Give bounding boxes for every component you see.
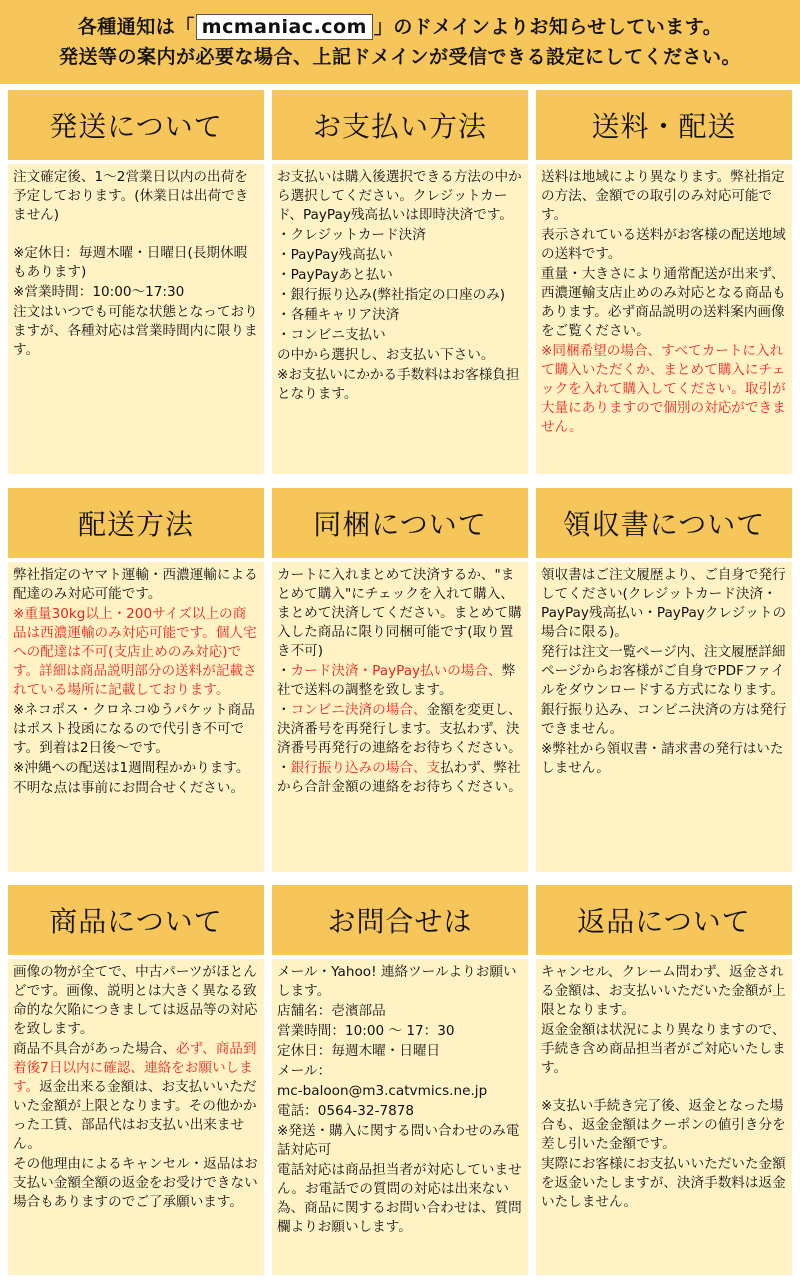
domain-box: mcmaniac.com <box>196 14 373 40</box>
paragraph <box>13 303 259 360</box>
section-postage <box>536 90 792 474</box>
text-run: ※弊社から領収書・請求書の発行はいたしません。 <box>541 741 784 776</box>
paragraph <box>277 266 523 285</box>
paragraph <box>277 366 523 404</box>
paragraph <box>541 701 787 739</box>
text-run: ・PayPay残高払い <box>277 247 393 263</box>
paragraph <box>13 244 259 282</box>
highlight-text: 必ず、商品到着後7日以内に確認、連絡をお願いします。 <box>13 1041 257 1095</box>
paragraph <box>13 963 259 1039</box>
section-payment <box>272 90 528 474</box>
paragraph <box>541 740 787 778</box>
paragraph <box>277 963 523 1001</box>
text-run: ※営業時間：10:00〜17:30 <box>13 284 185 300</box>
paragraph <box>277 1042 523 1061</box>
paragraph <box>277 326 523 345</box>
section-title: 領収書について <box>536 488 792 558</box>
section-contact <box>272 885 528 1275</box>
section-returns <box>536 885 792 1275</box>
paragraph-spacer <box>541 1078 787 1097</box>
text-run: カートに入れまとめて決済するか、"まとめて購入"にチェックを入れて購入、まとめて決済してください。まとめて購入した商品に限り同梱可能です(取り置き不可) <box>277 567 522 659</box>
text-run: ・ <box>277 760 291 776</box>
section-body <box>272 164 528 474</box>
text-run: 金額を変更し、決済番号を再発行します。支払わず、決済番号再発行の連絡をお待ちください。 <box>277 702 522 756</box>
paragraph <box>277 759 523 797</box>
info-grid <box>0 90 800 1285</box>
paragraph-spacer <box>13 225 259 244</box>
paragraph <box>541 963 787 1020</box>
section-title: お問合せは <box>272 885 528 955</box>
paragraph <box>277 306 523 325</box>
text-run: 返金金額は状況により異なりますので、手続き含め商品担当者がご対応いたします。 <box>541 1022 786 1076</box>
text-run: ※発送・購入に関する問い合わせのみ電話対応可 <box>277 1123 520 1158</box>
paragraph <box>541 566 787 642</box>
domain-notice-banner <box>0 0 800 84</box>
paragraph <box>541 643 787 700</box>
text-run: 定休日：毎週木曜・日曜日 <box>277 1043 441 1059</box>
text-run: 画像の物が全てで、中古パーツがほとんどです。画像、説明とは大きく異なる致命的な欠陥につきましては返品等の対応を致します。 <box>13 964 258 1037</box>
section-products <box>8 885 264 1275</box>
section-bundling <box>272 488 528 872</box>
text-run: 送料は地域により異なります。弊社指定の方法、金額での取引のみ対応可能です。 <box>541 169 785 223</box>
paragraph <box>13 566 259 604</box>
text-run: 営業時間：10:00 〜 17：30 <box>277 1023 455 1039</box>
text-run: メール・Yahoo! 連絡ツールよりお願いします。 <box>277 964 517 999</box>
highlight-text: カード決済・PayPay払いの場合、 <box>290 663 502 679</box>
paragraph <box>541 168 787 225</box>
section-title: 配送方法 <box>8 488 264 558</box>
paragraph <box>277 286 523 305</box>
section-receipt <box>536 488 792 872</box>
text-run: mc-baloon@m3.catvmics.ne.jp <box>277 1083 488 1099</box>
section-body <box>536 959 792 1275</box>
paragraph <box>277 346 523 365</box>
paragraph <box>13 283 259 302</box>
text-run: ・PayPayあと払い <box>277 267 393 283</box>
paragraph <box>13 168 259 225</box>
text-run: 不明な点は事前にお問合せください。 <box>13 780 245 796</box>
paragraph <box>277 1082 523 1101</box>
section-body <box>536 562 792 872</box>
text-run: ・コンビニ支払い <box>277 327 386 343</box>
section-body <box>272 959 528 1275</box>
highlight-text: ※同梱希望の場合、すべてカートに入れて購入いただくか、まとめて購入にチェックを入れて購入してください。取引が大量にありますので個別の対応ができません。 <box>541 343 786 435</box>
section-title: 発送について <box>8 90 264 160</box>
text-run: ※お支払いにかかる手数料はお客様負担となります。 <box>277 367 520 402</box>
section-title: 同梱について <box>272 488 528 558</box>
paragraph <box>541 265 787 341</box>
text-run: 実際にお客様にお支払いいただいた金額を返金いたしますが、決済手数料は返金いたしません。 <box>541 1156 786 1210</box>
section-title: 商品について <box>8 885 264 955</box>
paragraph <box>13 1155 259 1212</box>
section-shipping <box>8 90 264 474</box>
text-run: 弊社指定のヤマト運輸・西濃運輸による配達のみ対応可能です。 <box>13 567 258 602</box>
text-run: 重量・大きさにより通常配送が出来ず、西濃運輸支店止めのみ対応となる商品もあります。必ず商品説明の送料案内画像をご覧ください。 <box>541 266 786 339</box>
paragraph <box>541 1097 787 1154</box>
section-body <box>8 959 264 1275</box>
section-delivery-method <box>8 488 264 872</box>
text-run: 領収書はご注文履歴より、ご自身で発行してください(クレジットカード決済・PayPay残高払い・PayPayクレジットの場合に限る)。 <box>541 567 787 640</box>
text-run: ※ネコポス・クロネコゆうパケット商品はポスト投函になるので代引き不可です。到着は2日後〜です。 <box>13 702 255 756</box>
section-body <box>272 562 528 872</box>
text-run: 銀行振り込み、コンビニ決済の方は発行できません。 <box>541 702 787 737</box>
text-run: 発行は注文一覧ページ内、注文履歴詳細ページからお客様がご自身でPDFファイルをダウンロードする方式になります。 <box>541 644 786 698</box>
text-run: ※定休日：毎週木曜・日曜日(長期休暇もあります) <box>13 245 248 280</box>
banner-line-2: 発送等の案内が必要な場合、上記ドメインが受信できる設定にしてください。 <box>59 46 741 68</box>
text-run: その他理由によるキャンセル・返品はお支払い金額全額の返金をお受けできない場合もありますのでご了承願います。 <box>13 1156 258 1210</box>
paragraph <box>541 1021 787 1078</box>
paragraph <box>277 701 523 758</box>
text-run: 返金出来る金額は、お支払いいただいた金額が上限となります。その他かかった工賃、部品代はお支払い出来ません。 <box>13 1079 257 1152</box>
paragraph <box>277 1002 523 1021</box>
paragraph <box>277 168 523 225</box>
text-run: ※沖縄への配送は1週間程かかります。 <box>13 760 250 776</box>
text-run: 払わず、弊社から合計金額の連絡をお待ちください。 <box>277 760 522 795</box>
text-run: ・クレジットカード決済 <box>277 227 426 243</box>
text-run: 電話：0564-32-7878 <box>277 1103 415 1119</box>
banner-line-1: 各種通知は「 mcmaniac.com 」のドメインよりお知らせしています。 <box>77 16 723 38</box>
text-run: 表示されている送料がお客様の配送地域の送料です。 <box>541 227 786 262</box>
paragraph <box>277 1122 523 1160</box>
section-body <box>8 164 264 474</box>
text-run: メール： <box>277 1063 332 1079</box>
paragraph <box>541 342 787 437</box>
text-run: の中から選択し、お支払い下さい。 <box>277 347 495 363</box>
paragraph <box>277 226 523 245</box>
section-body <box>536 164 792 474</box>
paragraph <box>13 605 259 700</box>
text-run: 電話対応は商品担当者が対応していません。お電話での質問の対応は出来ない為、商品に関するお問い合わせは、質問欄よりお願いします。 <box>277 1162 522 1235</box>
text-run: ・ <box>277 663 291 679</box>
text-run: 注文確定後、1〜2営業日以内の出荷を予定しております。(休業日は出荷できません) <box>13 169 249 223</box>
text-run: ※支払い手続き完了後、返金となった場合も、返金金額はクーポンの値引き分を差し引いた金額です。 <box>541 1098 786 1152</box>
section-title: 返品について <box>536 885 792 955</box>
text-run: ・ <box>277 702 291 718</box>
text-run: 弊社で送料の調整を致します。 <box>277 663 516 698</box>
paragraph <box>277 1161 523 1237</box>
paragraph <box>13 1040 259 1154</box>
paragraph <box>277 1022 523 1041</box>
paragraph <box>277 1062 523 1081</box>
text-run: 店舗名：壱濱部品 <box>277 1003 386 1019</box>
section-body <box>8 562 264 872</box>
text-run: お支払いは購入後選択できる方法の中から選択してください。クレジットカード、PayPay残高払いは即時決済です。 <box>277 169 522 223</box>
text-run: ・各種キャリア決済 <box>277 307 400 323</box>
text-run: キャンセル、クレーム問わず、返金される金額は、お支払いいただいた金額が上限となります。 <box>541 964 786 1018</box>
text-run: 注文はいつでも可能な状態となっておりますが、各種対応は営業時間内に限ります。 <box>13 304 258 358</box>
highlight-text: コンビニ決済の場合、 <box>290 702 427 718</box>
paragraph <box>541 226 787 264</box>
text-run: 商品不具合があった場合、 <box>13 1041 176 1057</box>
paragraph <box>277 566 523 661</box>
highlight-text: 銀行振り込みの場合、支 <box>290 760 441 776</box>
paragraph <box>277 662 523 700</box>
paragraph <box>541 1155 787 1212</box>
paragraph <box>277 1102 523 1121</box>
paragraph <box>277 246 523 265</box>
paragraph <box>13 701 259 758</box>
highlight-text: ※重量30kg以上・200サイズ以上の商品は西濃運輸のみ対応可能です。個人宅への配達は不可(支店止めのみ対応)です。詳細は商品説明部分の送料が記載されている場所に記載しております。 <box>13 606 257 698</box>
section-title: お支払い方法 <box>272 90 528 160</box>
paragraph <box>13 759 259 778</box>
paragraph <box>13 779 259 798</box>
text-run: ・銀行振り込み(弊社指定の口座のみ) <box>277 287 506 303</box>
section-title: 送料・配送 <box>536 90 792 160</box>
